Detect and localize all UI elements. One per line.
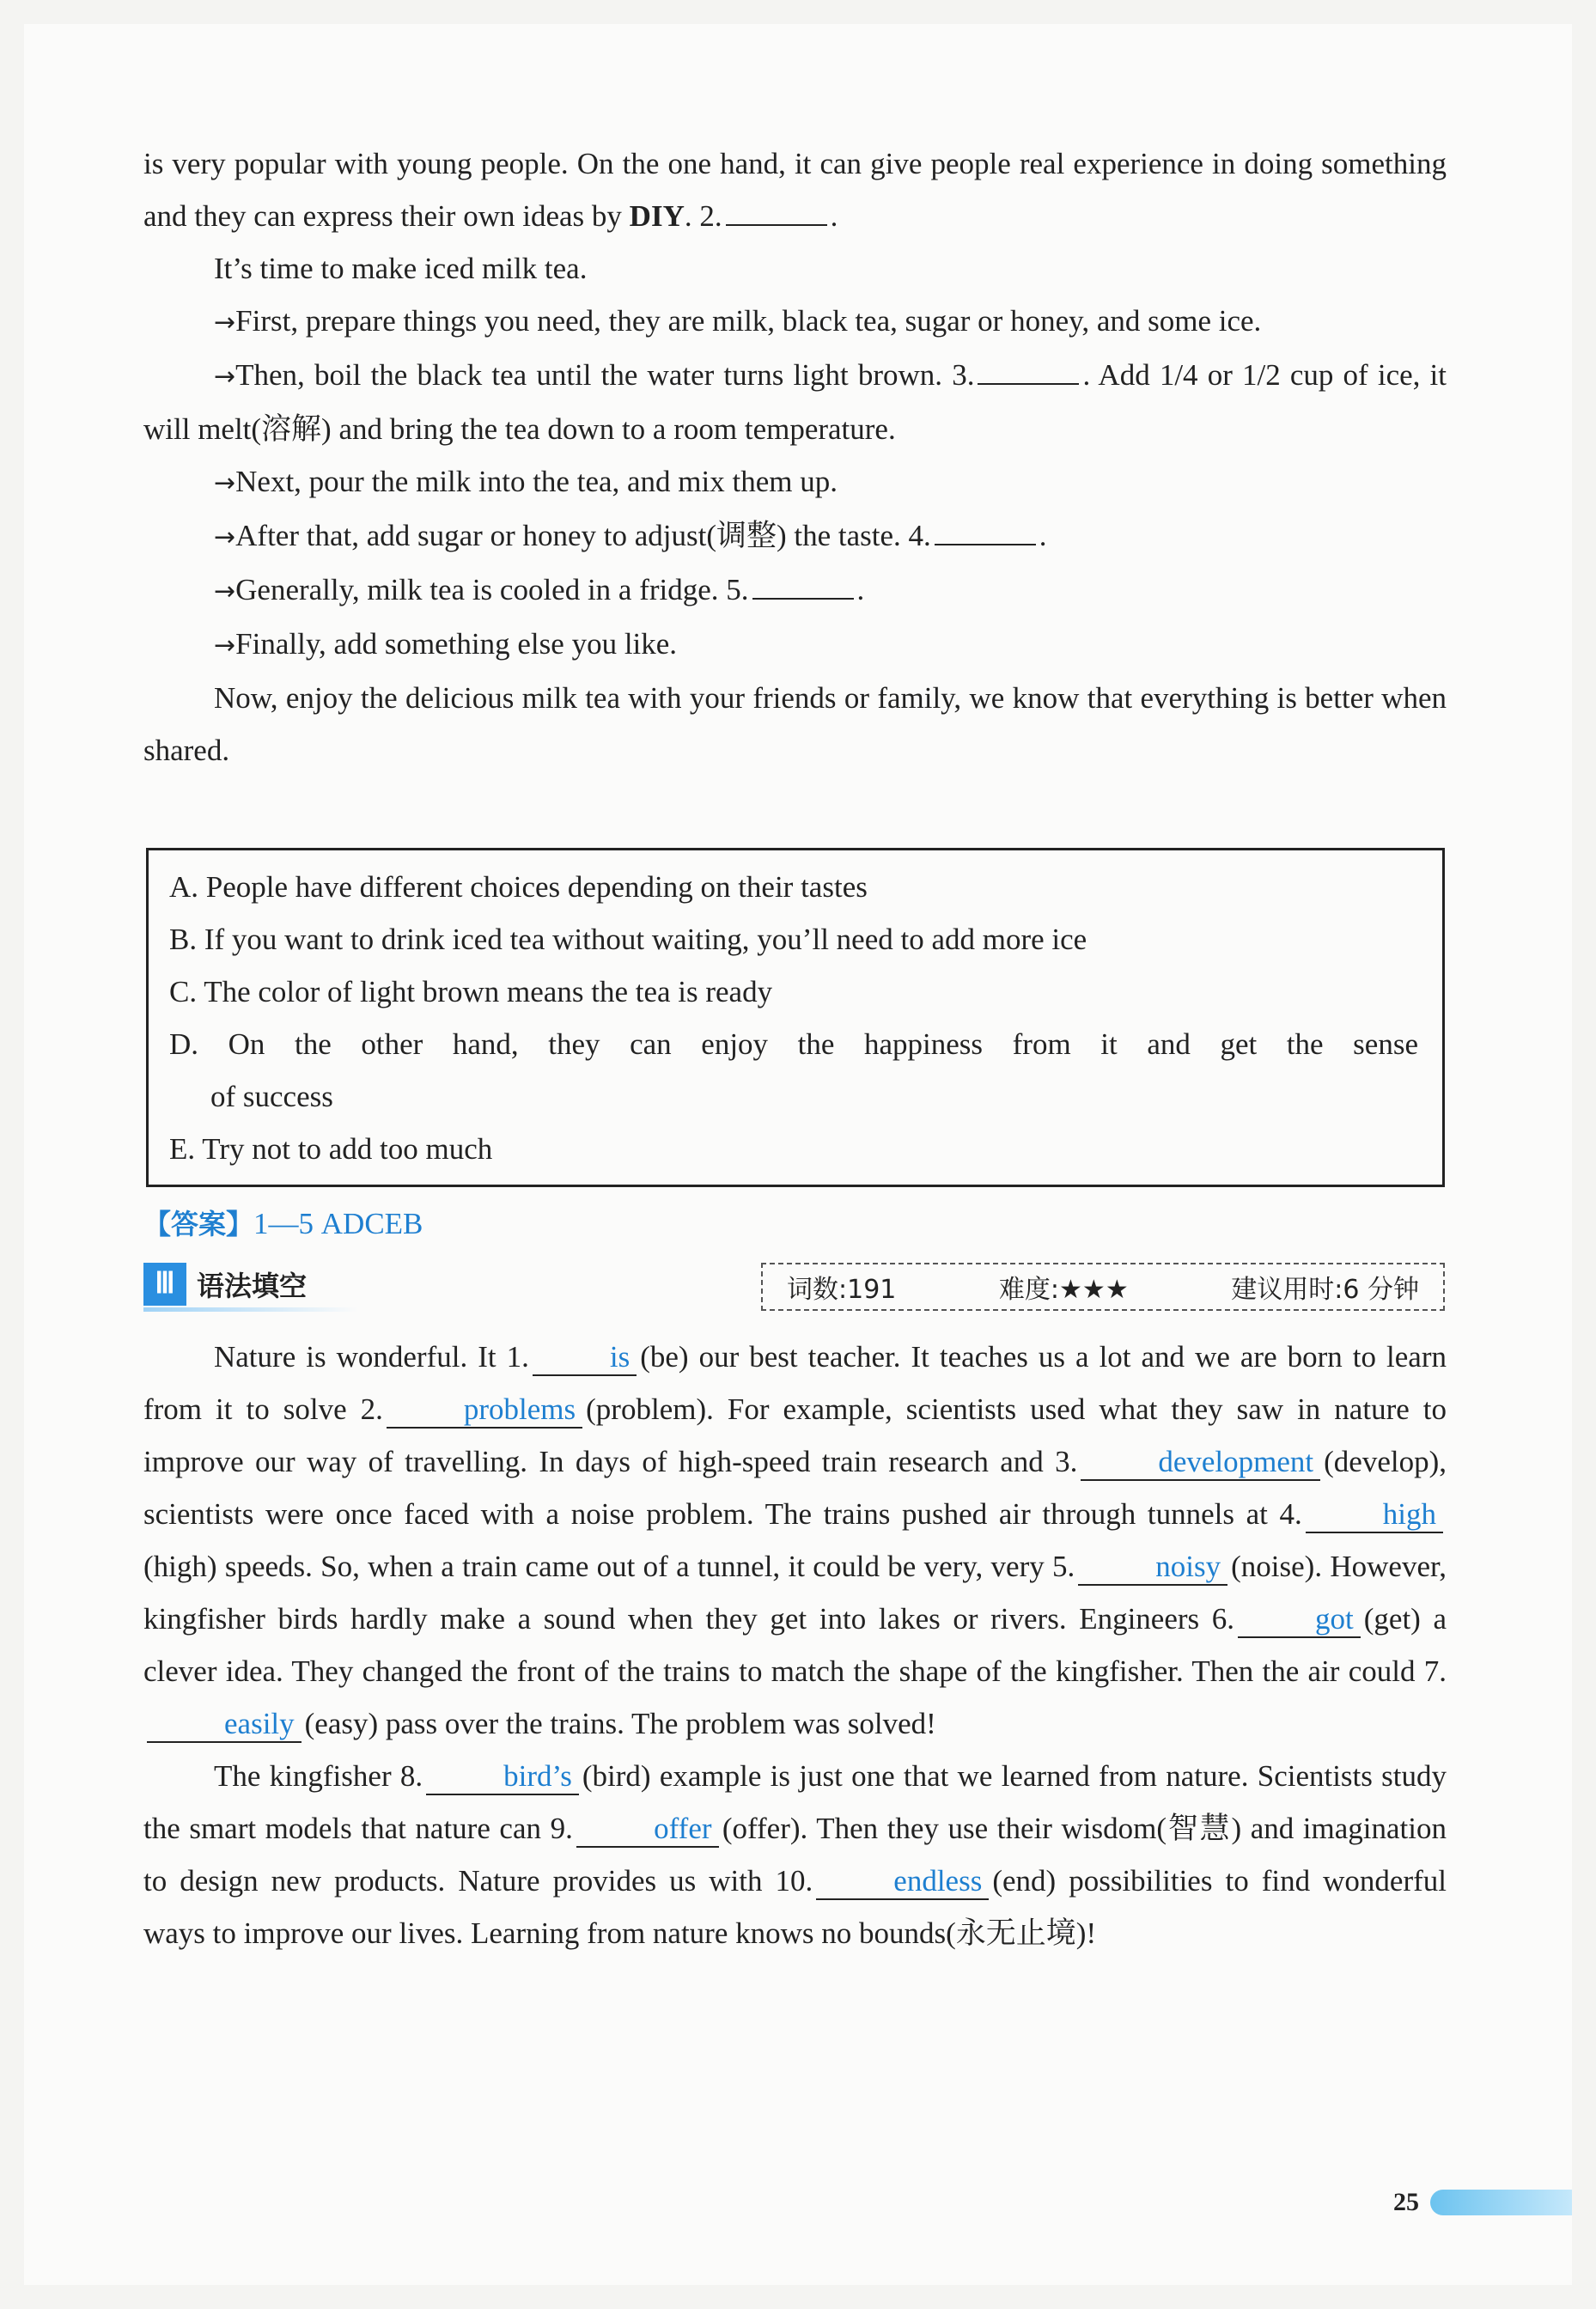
page-number: 25 [1393, 2188, 1419, 2216]
paragraph-1: is very popular with young people. On the one hand, it can give people real experience in doing something and they can express their own ideas by DIY. 2. . [143, 147, 1447, 233]
answer-blank-3[interactable]: development [1081, 1445, 1320, 1481]
blank-4[interactable] [935, 516, 1036, 545]
answer-blank-4[interactable]: high [1306, 1497, 1443, 1533]
blank-5[interactable] [752, 570, 854, 600]
arrow-icon: → [214, 468, 236, 498]
section-tag [143, 1263, 307, 1306]
option-b: B. If you want to drink iced tea without waiting, you’ll need to add more ice [169, 923, 1087, 956]
answer-label: 【答案】 [143, 1208, 254, 1240]
diy-bold: DIY [629, 199, 685, 233]
answer-blank-6[interactable]: got [1238, 1602, 1361, 1638]
arrow-icon: → [214, 362, 236, 392]
paragraph-6: →After that, add sugar or honey to adjust(调整) the taste. 4. . [143, 509, 1447, 564]
section-underline [143, 1307, 358, 1312]
blank-2[interactable] [726, 197, 827, 226]
difficulty: 难度:★★★ [998, 1275, 1129, 1305]
answer-blank-10[interactable]: endless [816, 1864, 989, 1900]
answer-blank-9[interactable]: offer [576, 1812, 719, 1848]
answer-blank-7[interactable]: easily [147, 1707, 302, 1743]
paragraph-3: →First, prepare things you need, they are milk, black tea, sugar or honey, and some ice. [214, 304, 1262, 338]
paragraph-5: →Next, pour the milk into the tea, and mix them up. [214, 465, 838, 498]
section-number: Ⅲ [143, 1263, 186, 1306]
section-header [143, 1263, 1445, 1314]
reading-passage [143, 137, 1447, 777]
arrow-icon: → [214, 576, 236, 606]
word-count: 词数:191 [787, 1275, 897, 1305]
option-e: E. Try not to add too much [169, 1132, 493, 1166]
arrow-icon: → [214, 522, 236, 552]
answer-blank-5[interactable]: noisy [1078, 1550, 1227, 1586]
section-title: 语法填空 [197, 1270, 308, 1302]
answer-blank-1[interactable]: is [533, 1340, 637, 1376]
grammar-passage [143, 1331, 1447, 1959]
answer-key [143, 1203, 423, 1242]
star-icon: ★★★ [1059, 1275, 1129, 1305]
paragraph-2: It’s time to make iced milk tea. [214, 252, 588, 285]
grammar-paragraph-2: The kingfisher 8. bird’s (bird) example is just one that we learned from nature. Scientists study the smart models that nature can 9. offer (offer). Then they use their wisdom(智慧) and imagination to design new products. Nature provides us with 10. endless (end) possibilities to find wonderful ways to improve our lives. Learning from nature knows no bounds(永无止境)! [143, 1759, 1447, 1950]
paragraph-7: →Generally, milk tea is cooled in a fridge. 5. . [143, 564, 1447, 618]
meta-box [761, 1263, 1445, 1311]
arrow-icon: → [214, 631, 236, 661]
options-box [146, 848, 1445, 1187]
paragraph-8: →Finally, add something else you like. [214, 627, 678, 661]
arrow-icon: → [214, 308, 236, 338]
suggested-time: 建议用时:6 分钟 [1231, 1275, 1419, 1305]
option-d: D. On the other hand, they can enjoy the happiness from it and get the sense [169, 1027, 1418, 1061]
blank-3[interactable] [978, 356, 1079, 385]
paragraph-4: →Then, boil the black tea until the water turns light brown. 3. . Add 1/4 or 1/2 cup of ice, it will melt(溶解) and bring the tea down to a room temperature. [143, 349, 1447, 455]
answer-blank-2[interactable]: problems [387, 1392, 582, 1429]
option-c: C. The color of light brown means the tea is ready [169, 975, 773, 1008]
option-d-continued: of success [210, 1080, 333, 1113]
page-number-bar [1430, 2190, 1572, 2215]
option-a: A. People have different choices depending on their tastes [169, 870, 868, 904]
answer-blank-8[interactable]: bird’s [426, 1759, 579, 1795]
answer-value: 1—5 ADCEB [253, 1207, 423, 1240]
grammar-paragraph-1: Nature is wonderful. It 1. is (be) our best teacher. It teaches us a lot and we are born to learn from it to solve 2. problems (problem). For example, scientists used what they saw in nature to improve our way of travelling. In days of high-speed train research and 3. development (develop), scientists were once faced with a noise problem. The trains pushed air through tunnels at 4. high(high) speeds. So, when a train came out of a tunnel, it could be very, very 5. noisy (noise). However, kingfisher birds hardly make a sound when they get into lakes or rivers. Engineers 6. got (get) a clever idea. They changed the front of the trains to match the shape of the kingfisher. Then the air could 7.easily (easy) pass over the trains. The problem was solved! [143, 1331, 1447, 1750]
paragraph-9: Now, enjoy the delicious milk tea with your friends or family, we know that everything is better when shared. [143, 681, 1447, 767]
